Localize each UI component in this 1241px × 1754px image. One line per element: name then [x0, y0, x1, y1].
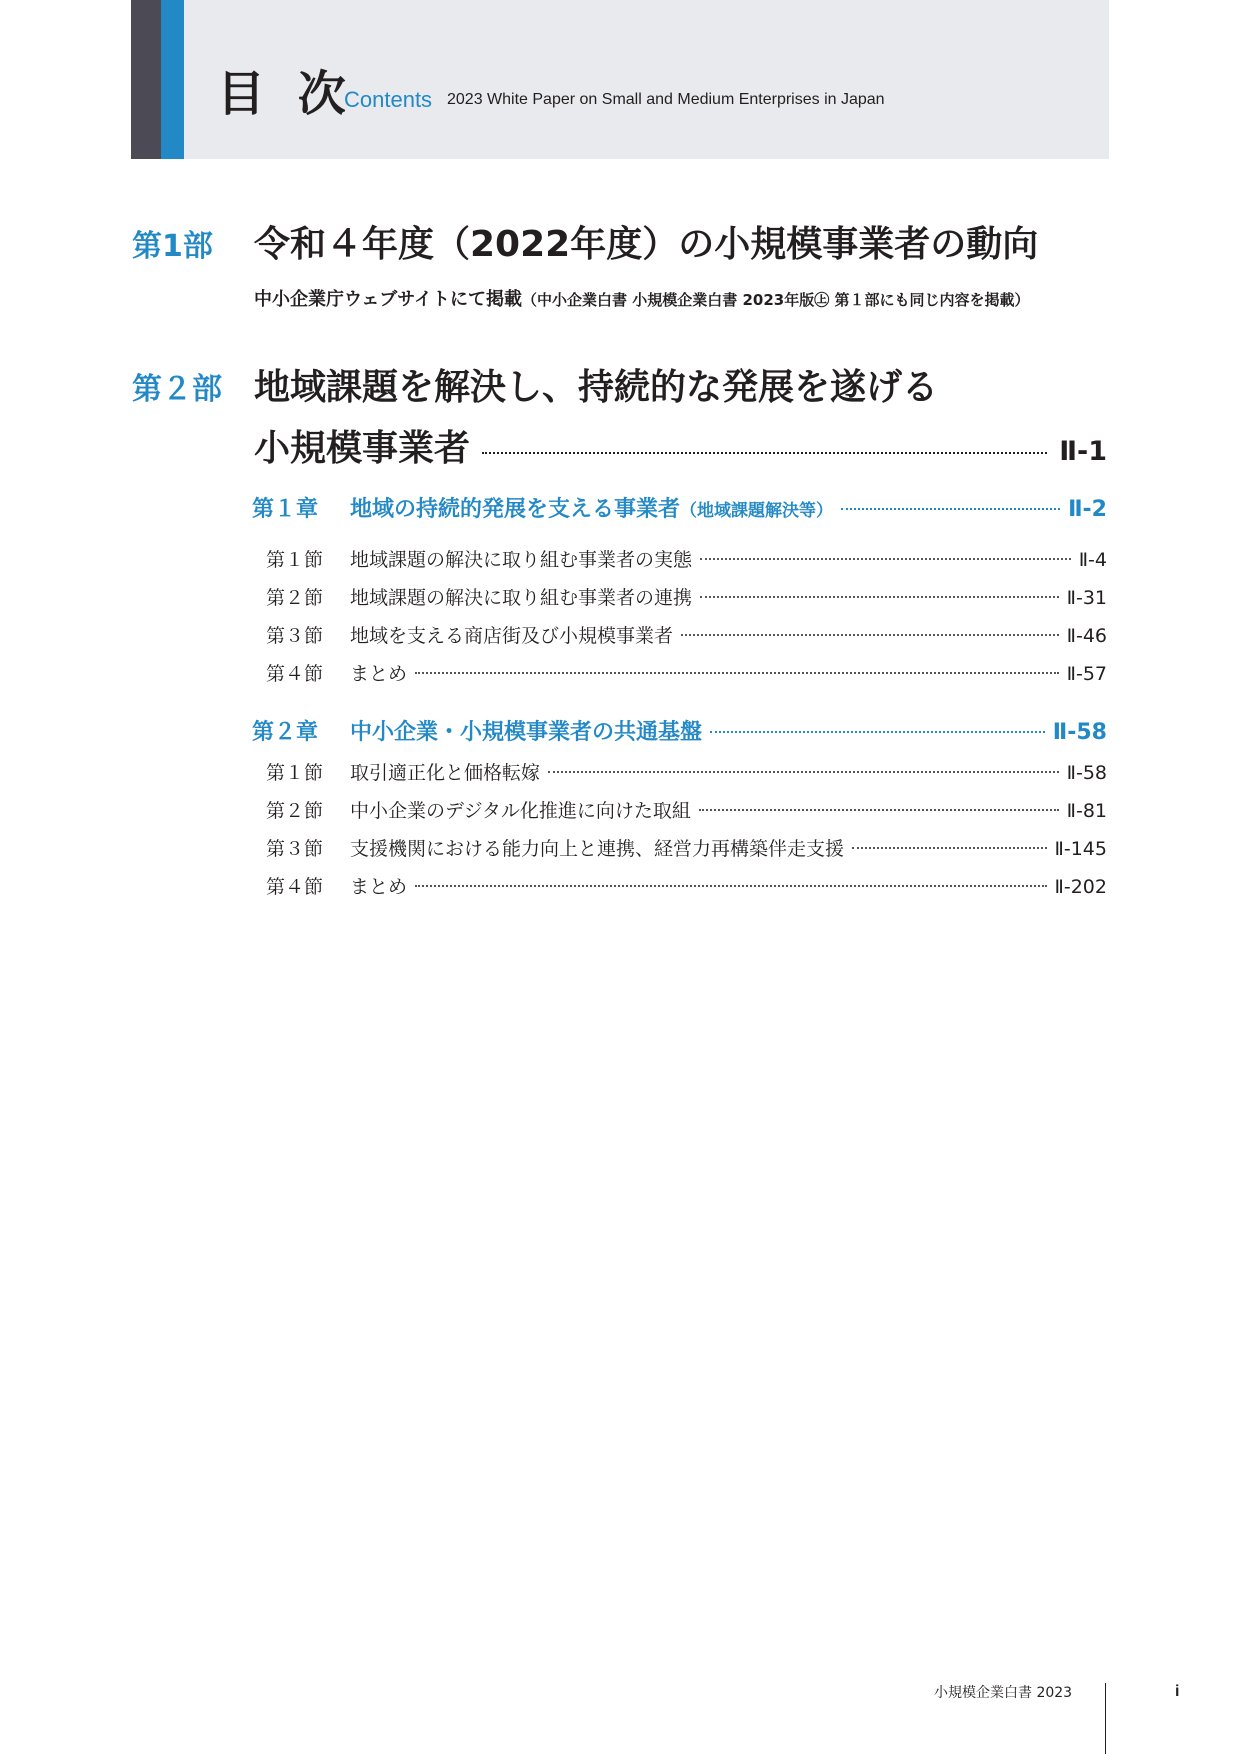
section-title: まとめ — [350, 876, 408, 898]
part1-title: 令和４年度（2022年度）の小規模事業者の動向 — [254, 224, 1039, 265]
leader-dots — [681, 634, 1059, 636]
leader-dots — [699, 809, 1059, 811]
section-label: 第４節 — [266, 663, 324, 685]
header-subtitle: 2023 White Paper on Small and Medium Enterprises in Japan — [447, 91, 885, 108]
chapter-2-entry[interactable] — [252, 718, 1107, 749]
section-label: 第３節 — [266, 838, 324, 860]
header-dark-bar — [131, 0, 161, 159]
section-2-3-entry[interactable] — [266, 835, 1107, 863]
footer-page-number: i — [1175, 1683, 1180, 1700]
section-label: 第３節 — [266, 625, 324, 647]
section-label: 第１節 — [266, 549, 324, 571]
section-1-1-entry[interactable] — [266, 546, 1107, 574]
leader-dots — [841, 508, 1060, 510]
section-1-3-entry[interactable] — [266, 622, 1107, 650]
section-page: Ⅱ-4 — [1078, 549, 1107, 571]
section-page: Ⅱ-46 — [1066, 625, 1107, 647]
section-2-1-entry[interactable] — [266, 759, 1107, 787]
section-page: Ⅱ-31 — [1066, 587, 1107, 609]
part1-note — [254, 287, 1029, 313]
section-title: 取引適正化と価格転嫁 — [350, 762, 541, 784]
contents-label: Contents — [344, 87, 433, 112]
section-1-2-entry[interactable] — [266, 584, 1107, 612]
chapter-page: Ⅱ-2 — [1068, 497, 1107, 522]
section-title: 支援機関における能力向上と連携、経営力再構築伴走支援 — [350, 838, 845, 860]
part1-note-small: （中小企業白書 小規模企業白書 2023年版㊤ 第１部にも同じ内容を掲載） — [522, 291, 1030, 309]
leader-dots — [548, 771, 1059, 773]
section-title: 中小企業のデジタル化推進に向けた取組 — [350, 800, 691, 822]
leader-dots — [415, 672, 1059, 674]
chapter-1-entry[interactable] — [252, 495, 1107, 526]
part2-label: 第２部 — [132, 372, 222, 407]
header-band — [131, 0, 1109, 159]
section-title: 地域を支える商店街及び小規模事業者 — [350, 625, 674, 647]
section-page: Ⅱ-145 — [1054, 838, 1107, 860]
section-page: Ⅱ-57 — [1066, 663, 1107, 685]
section-page: Ⅱ-58 — [1066, 762, 1107, 784]
chapter-label: 第１章 — [252, 497, 319, 522]
section-2-4-entry[interactable] — [266, 873, 1107, 901]
chapter-title: 地域の持続的発展を支える事業者（地域課題解決等） — [350, 497, 834, 522]
header-accent-bar — [161, 0, 184, 159]
footer-publication: 小規模企業白書 2023 — [934, 1685, 1073, 1701]
chapter-page: Ⅱ-58 — [1052, 720, 1107, 745]
leader-dots — [700, 596, 1059, 598]
part1-label: 第1部 — [132, 229, 213, 264]
leader-dots — [482, 452, 1047, 454]
part2-title-line1: 地域課題を解決し、持続的な発展を遂げる — [254, 367, 939, 408]
footer-divider — [1105, 1683, 1106, 1754]
section-title: まとめ — [350, 663, 408, 685]
section-label: 第４節 — [266, 876, 324, 898]
leader-dots — [852, 847, 1047, 849]
leader-dots — [710, 731, 1045, 733]
section-1-4-entry[interactable] — [266, 660, 1107, 688]
leader-dots — [700, 558, 1071, 560]
section-page: Ⅱ-81 — [1066, 800, 1107, 822]
section-title: 地域課題の解決に取り組む事業者の連携 — [350, 587, 693, 609]
section-2-2-entry[interactable] — [266, 797, 1107, 825]
page-title: 目 次 — [217, 66, 354, 122]
section-label: 第１節 — [266, 762, 324, 784]
part1-note-main: 中小企業庁ウェブサイトにて掲載 — [254, 289, 523, 310]
section-title: 地域課題の解決に取り組む事業者の実態 — [350, 549, 693, 571]
section-label: 第２節 — [266, 587, 324, 609]
part2-toc-entry[interactable] — [254, 427, 1107, 474]
part2-title-line2: 小規模事業者 — [254, 428, 471, 469]
section-label: 第２節 — [266, 800, 324, 822]
section-page: Ⅱ-202 — [1054, 876, 1107, 898]
chapter-title: 中小企業・小規模事業者の共通基盤 — [350, 720, 703, 745]
chapter-label: 第２章 — [252, 720, 319, 745]
leader-dots — [415, 885, 1047, 887]
part2-page: Ⅱ-1 — [1059, 436, 1107, 467]
